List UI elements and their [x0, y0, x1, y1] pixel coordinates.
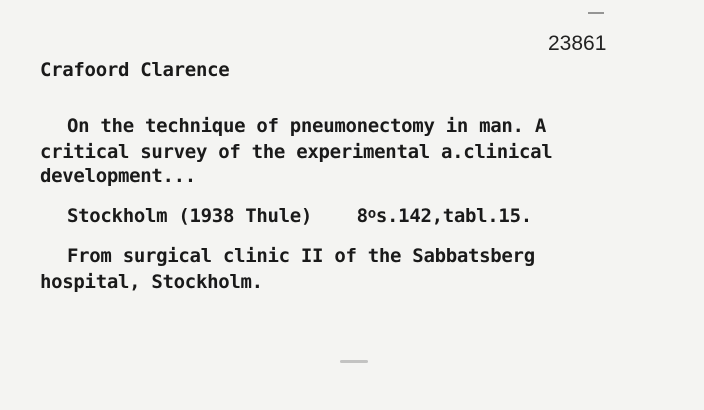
- smudge-mark: [340, 360, 368, 363]
- title-line: critical survey of the experimental a.clinical: [40, 141, 553, 163]
- title-line: On the technique of pneumonectomy in man. A: [67, 115, 546, 137]
- format-degree: o: [367, 206, 376, 222]
- format-number: 8: [356, 205, 368, 227]
- pencil-mark: [588, 12, 604, 14]
- title-line: development...: [40, 165, 196, 187]
- accession-number: 23861: [548, 32, 607, 55]
- imprint-line: [67, 204, 532, 230]
- author-name: Crafoord Clarence: [40, 59, 230, 81]
- pagination: s.142,tabl.15.: [375, 205, 532, 227]
- note-line: hospital, Stockholm.: [40, 271, 263, 293]
- place-publisher: Stockholm (1938 Thule): [67, 205, 313, 227]
- note-line: From surgical clinic II of the Sabbatsberg: [67, 245, 535, 267]
